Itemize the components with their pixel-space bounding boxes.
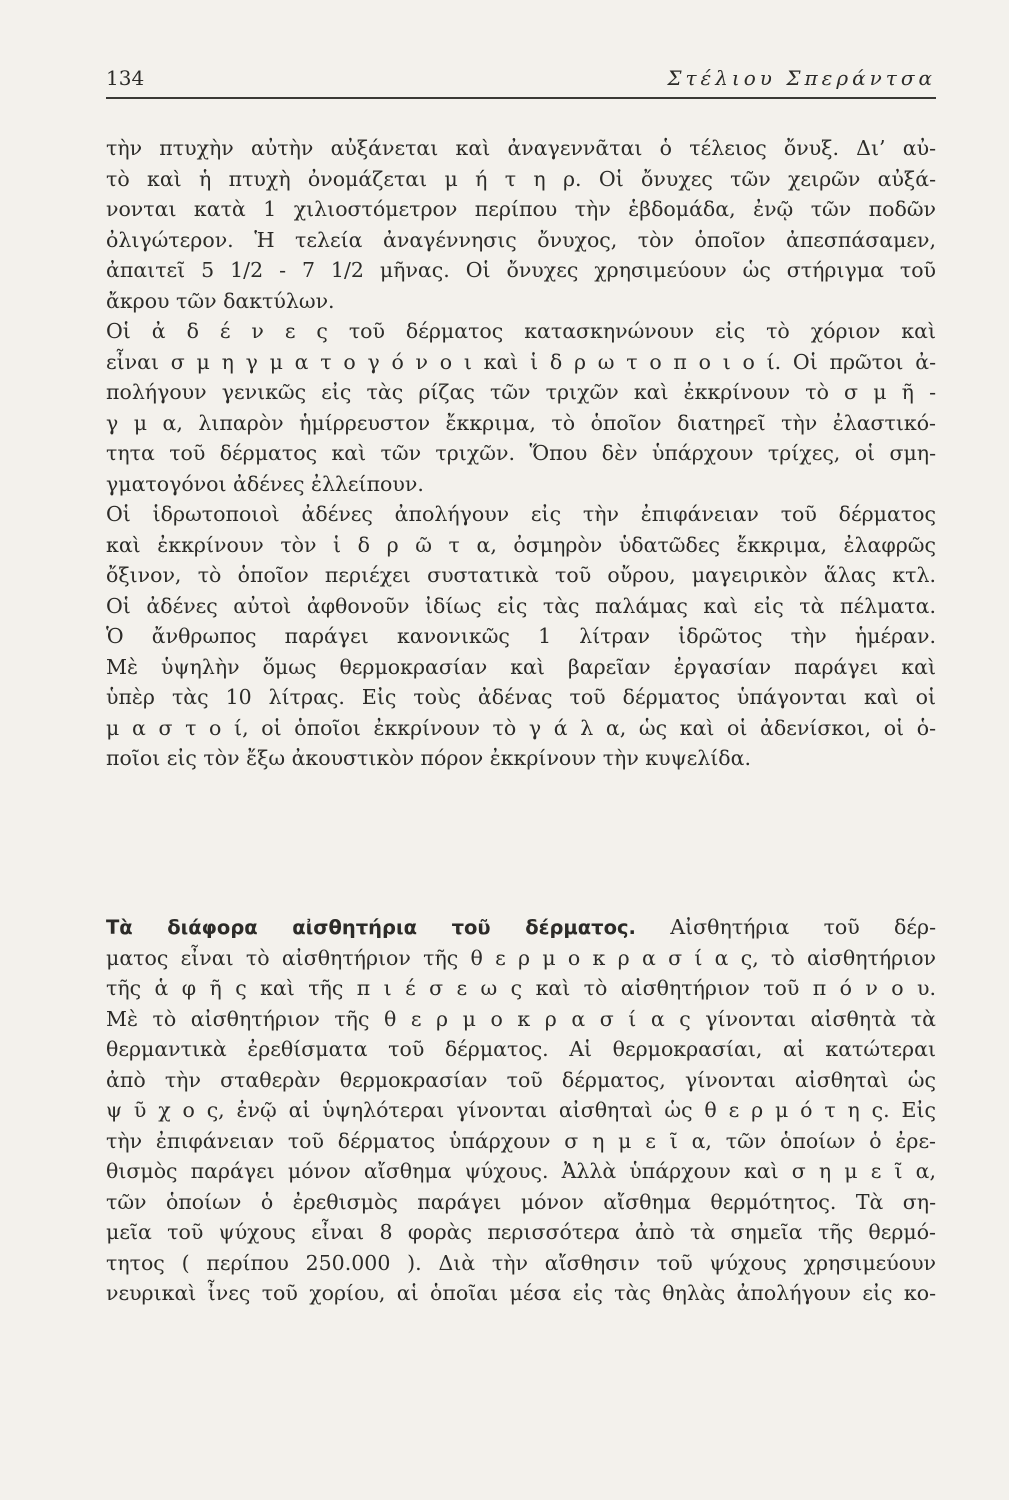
text-line: τὴν ἐπιφάνειαν τοῦ δέρματος ὑπάρχουν σ η μ ε ῖ α, τῶν ὁποίων ὁ ἐρε- (106, 1128, 936, 1153)
text-line: ποῖοι εἰς τὸν ἔξω ἀκουστικὸν πόρον ἐκκρίνουν τὴν κυψελίδα. (106, 746, 752, 770)
text-line: ματος εἶναι τὸ αἰσθητήριον τῆς θ ε ρ μ ο κ ρ α σ ί α ς, τὸ αἰσθητήριον (106, 945, 936, 970)
text-line: τητα τοῦ δέρματος καὶ τῶν τριχῶν. Ὅπου δὲν ὑπάρχουν τρίχες, οἱ σμη- (106, 441, 936, 465)
text-line: νονται κατὰ 1 χιλιοστόμετρον περίπου τὴν ἑβδομάδα, ἐνῷ τῶν ποδῶν (106, 197, 936, 221)
text-line: τὸ καὶ ἡ πτυχὴ ὀνομάζεται μ ή τ η ρ. Οἱ ὄνυχες τῶν χειρῶν αὐξά- (106, 166, 936, 191)
running-head-author: Στέλιου Σπεράντσα (667, 66, 936, 90)
body-text-block (106, 133, 936, 774)
text-line: ὀλιγώτερον. Ἡ τελεία ἀναγέννησις ὄνυχος, τὸν ὁποῖον ἀπεσπάσαμεν, (106, 227, 936, 252)
text-line: ἀπὸ τὴν σταθερὰν θερμοκρασίαν τοῦ δέρματος, γίνονται αἰσθηταὶ ὡς (106, 1067, 936, 1092)
text-line: ἄκρου τῶν δακτύλων. (106, 288, 335, 313)
text-line: εἶναι σ μ η γ μ α τ ο γ ό ν ο ι καὶ ἱ δ ρ ω τ ο π ο ι ο ί. Οἱ πρῶτοι ἀ- (106, 349, 936, 374)
text-line: τητος ( περίπου 250.000 ). Διὰ τὴν αἴσθησιν τοῦ ψύχους χρησιμεύουν (106, 1250, 936, 1275)
text-line: Μὲ ὑψηλὴν ὅμως θερμοκρασίαν καὶ βαρεῖαν ἐργασίαν παράγει καὶ (106, 654, 936, 679)
section-heading-continuation: Αἰσθητήρια τοῦ δέρ- (635, 915, 936, 939)
text-line: ψ ῦ χ ο ς, ἐνῷ αἱ ὑψηλότεραι γίνονται αἰσθηταὶ ὡς θ ε ρ μ ό τ η ς. Εἰς (106, 1098, 936, 1122)
text-line: Οἱ ἱδρωτοποιοὶ ἀδένες ἀπολήγουν εἰς τὴν ἐπιφάνειαν τοῦ δέρματος (106, 502, 936, 526)
running-header (106, 64, 936, 92)
section-heading-line (106, 912, 936, 943)
section-heading: Τὰ διάφορα αἰσθητήρια τοῦ δέρματος. (106, 916, 636, 939)
text-line: γ μ α, λιπαρὸν ἡμίρρευστον ἔκκριμα, τὸ ὁποῖον διατηρεῖ τὴν ἐλαστικό- (106, 410, 936, 435)
text-line: θερμαντικὰ ἐρεθίσματα τοῦ δέρματος. Αἱ θερμοκρασίαι, αἱ κατώτεραι (106, 1037, 936, 1061)
text-line: νευρικαὶ ἶνες τοῦ χορίου, αἱ ὁποῖαι μέσα εἰς τὰς θηλὰς ἀπολήγουν εἰς κο- (106, 1281, 936, 1305)
text-line: γματογόνοι ἀδένες ἐλλείπουν. (106, 471, 424, 496)
text-line: Μὲ τὸ αἰσθητήριον τῆς θ ε ρ μ ο κ ρ α σ ί α ς γίνονται αἰσθητὰ τὰ (106, 1006, 936, 1031)
text-line: θισμὸς παράγει μόνον αἴσθημα ψύχους. Ἀλλὰ ὑπάρχουν καὶ σ η μ ε ῖ α, (106, 1159, 936, 1183)
header-rule (106, 97, 936, 99)
text-line: μεῖα τοῦ ψύχους εἶναι 8 φορὰς περισσότερα ἀπὸ τὰ σημεῖα τῆς θερμό- (106, 1220, 936, 1244)
text-line: τὴν πτυχὴν αὐτὴν αὐξάνεται καὶ ἀναγεννᾶται ὁ τέλειος ὄνυξ. Δι’ αὐ- (106, 136, 936, 160)
text-line: μ α σ τ ο ί, οἱ ὁποῖοι ἐκκρίνουν τὸ γ ά λ α, ὡς καὶ οἱ ἀδενίσκοι, οἱ ὁ- (106, 715, 936, 740)
text-line: Οἱ ἀ δ έ ν ε ς τοῦ δέρματος κατασκηνώνουν εἰς τὸ χόριον καὶ (106, 319, 936, 343)
text-line: ἀπαιτεῖ 5 1/2 - 7 1/2 μῆνας. Οἱ ὄνυχες χρησιμεύουν ὡς στήριγμα τοῦ (106, 258, 936, 282)
text-line: ὑπὲρ τὰς 10 λίτρας. Εἰς τοὺς ἀδένας τοῦ δέρματος ὑπάγονται καὶ οἱ (106, 685, 936, 709)
text-line: ὄξινον, τὸ ὁποῖον περιέχει συστατικὰ τοῦ οὔρου, μαγειρικὸν ἅλας κτλ. (106, 563, 936, 587)
text-line: καὶ ἐκκρίνουν τὸν ἱ δ ρ ῶ τ α, ὀσμηρὸν ὑδατῶδες ἔκκριμα, ἐλαφρῶς (106, 532, 936, 557)
section-text-block (106, 912, 936, 1309)
text-line: τῆς ἁ φ ῆ ς καὶ τῆς π ι έ σ ε ω ς καὶ τὸ αἰσθητήριον τοῦ π ό ν ο υ. (106, 976, 936, 1000)
page-number: 134 (106, 66, 145, 90)
text-line: τῶν ὁποίων ὁ ἐρεθισμὸς παράγει μόνον αἴσθημα θερμότητος. Τὰ ση- (106, 1189, 936, 1214)
text-line: Ὁ ἄνθρωπος παράγει κανονικῶς 1 λίτραν ἱδρῶτος τὴν ἡμέραν. (106, 624, 936, 648)
text-line: Οἱ ἀδένες αὐτοὶ ἀφθονοῦν ἰδίως εἰς τὰς παλάμας καὶ εἰς τὰ πέλματα. (106, 593, 936, 618)
text-line: πολήγουν γενικῶς εἰς τὰς ρίζας τῶν τριχῶν καὶ ἐκκρίνουν τὸ σ μ ῆ - (106, 380, 936, 404)
